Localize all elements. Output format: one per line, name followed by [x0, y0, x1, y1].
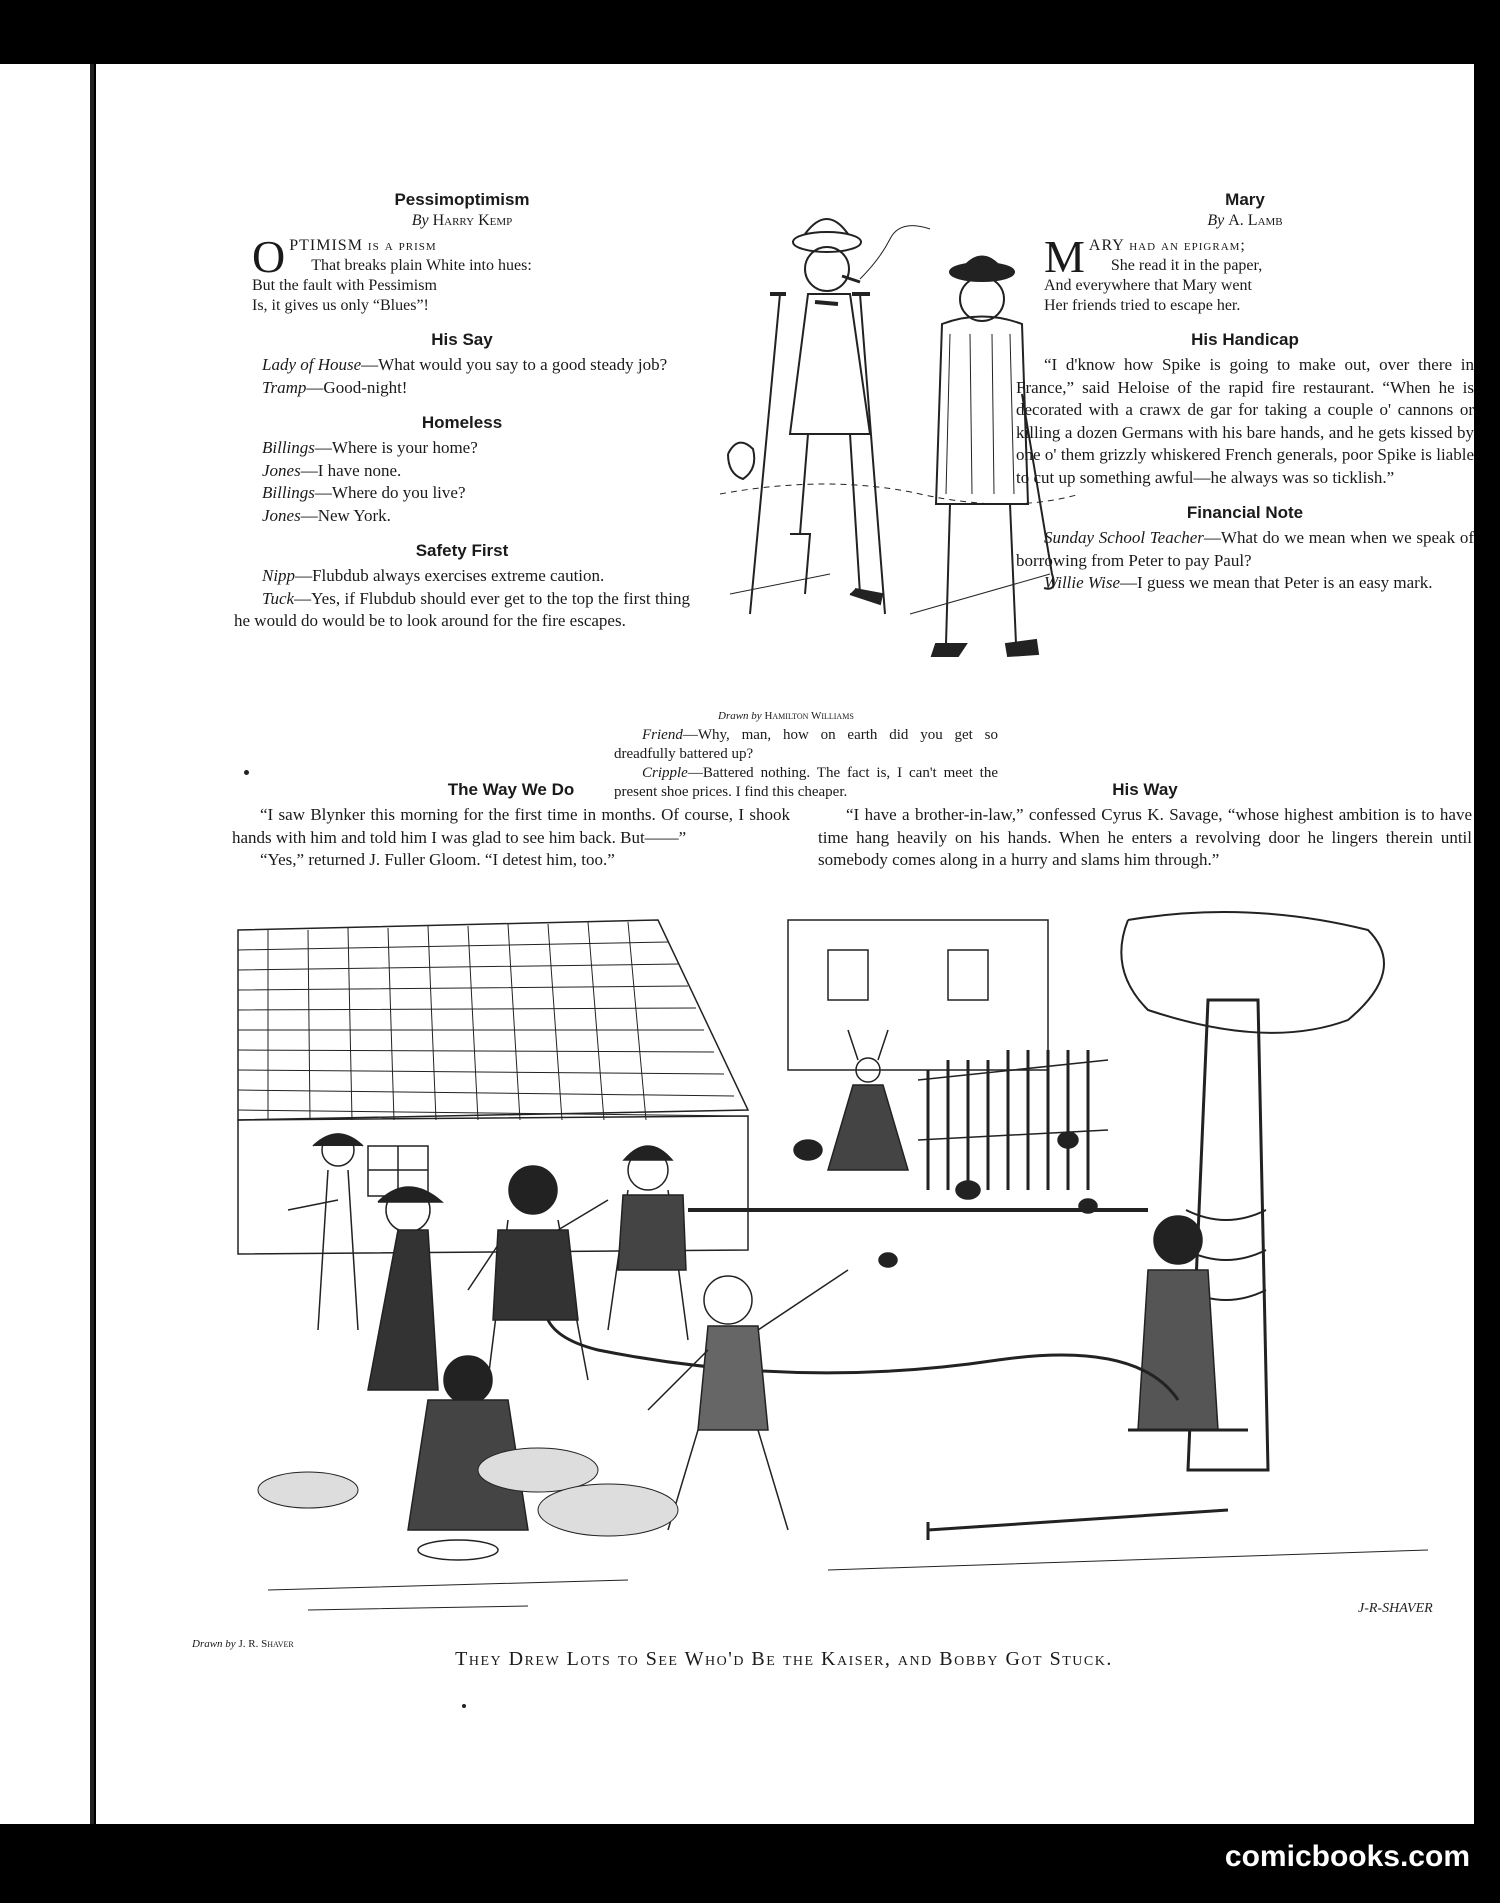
dialogue-line: Jones—I have none. [262, 460, 402, 480]
article-title: Homeless [421, 413, 503, 432]
page-mark [244, 770, 249, 775]
article-title: The Way We Do [447, 780, 575, 799]
dialogue-line: Jones—New York. [262, 505, 391, 525]
dialogue-line: Billings—Where do you live? [262, 483, 466, 502]
dialogue-line: Friend—Why, man, how on earth did you get so dreadfully battered up? [614, 727, 998, 762]
drop-cap: O [252, 231, 286, 282]
previous-page-edge [0, 64, 94, 1824]
dialogue-line: Tramp—Good-night! [262, 377, 408, 397]
article-pessimoptimism [234, 190, 690, 316]
article-title: Pessimoptimism [394, 190, 530, 209]
article-financial-note [1016, 503, 1474, 595]
article-mary [1016, 190, 1474, 316]
author: Harry Kemp [432, 212, 513, 229]
article-title: Financial Note [1186, 503, 1304, 522]
article-title: Mary [1225, 190, 1265, 209]
article-paragraph: “I have a brother-in-law,” confessed Cyrus K. Savage, “whose highest ambition is to have time hang heavily on his hands. When he enters a revolving door he lingers therein until somebody comes along in a hurry and slams him through.” [818, 805, 1472, 869]
poem [1016, 231, 1474, 316]
drop-cap: M [1044, 231, 1085, 282]
verse-line: She read it in the paper, [1110, 257, 1263, 274]
article-paragraph: “I saw Blynker this morning for the first time in months. Of course, I shook hands with him and told him I was glad to see him back. But——” [232, 805, 790, 847]
article-title: His Say [431, 330, 493, 349]
article-homeless [234, 413, 690, 527]
verse-line: But the fault with Pessimism [252, 277, 437, 294]
kaiser-game-illustration [228, 910, 1474, 1630]
dialogue-line: Lady of House—What would you say to a good steady job? [262, 355, 668, 374]
page-mark [462, 1704, 466, 1708]
dialogue-line: Cripple—Battered nothing. The fact is, I can't meet the present shoe prices. I find this cheaper. [614, 765, 998, 800]
article-body: “I d'know how Spike is going to make out, over there in France,” said Heloise of the rapid fire restaurant. “When he is decorated with a crawx de gar for taking a couple o' cannons or killing a dozen Germans with his bare hands, and he gets kissed by one o' them grizzly whiskered French generals, poor Spike is liable to cut up something awful—he always was so ticklish.” [1016, 355, 1474, 487]
verse-line: ARY had an epigram; [1088, 237, 1246, 254]
verse-line: Her friends tried to escape her. [1044, 297, 1241, 314]
article-paragraph: “Yes,” returned J. Fuller Gloom. “I detest him, too.” [260, 850, 615, 869]
article-title: His Handicap [1191, 330, 1299, 349]
article-safety-first [234, 541, 690, 633]
magazine-page [96, 64, 1474, 1824]
right-column [1016, 190, 1474, 595]
illustration-credit: Drawn by Hamilton Williams [718, 710, 854, 722]
article-title: Safety First [415, 541, 509, 560]
dialogue-line: Willie Wise—I guess we mean that Peter is an easy mark. [1044, 573, 1433, 592]
poem [234, 231, 690, 316]
dialogue-line: Nipp—Flubdub always exercises extreme caution. [262, 566, 605, 585]
byline [234, 212, 690, 230]
dialogue-line: Billings—Where is your home? [262, 438, 478, 457]
bottom-cartoon [228, 910, 1474, 1630]
byline-prefix: By [411, 212, 429, 229]
site-watermark: comicbooks.com [1224, 1840, 1470, 1873]
article-his-say [234, 330, 690, 399]
verse-line: That breaks plain White into hues: [311, 257, 532, 274]
verse-line: PTIMISM is a prism [289, 237, 437, 254]
byline: By A. Lamb [1207, 212, 1283, 229]
left-column [234, 190, 690, 633]
illustration-credit: Drawn by J. R. Shaver [192, 1638, 294, 1650]
dialogue-line: Tuck—Yes, if Flubdub should ever get to the top the first thing he would do would be to look around for the fire escapes. [234, 588, 690, 630]
artist-signature: J-R-SHAVER [1358, 1601, 1433, 1616]
cartoon-caption: They Drew Lots to See Who'd Be the Kaiser, and Bobby Got Stuck. [455, 1648, 1113, 1670]
article-title: His Way [1112, 780, 1178, 799]
article-his-way [818, 780, 1472, 872]
verse-line: Is, it gives us only “Blues”! [252, 297, 429, 314]
article-the-way-we-do [232, 780, 790, 872]
article-his-handicap [1016, 330, 1474, 489]
dialogue-line: Sunday School Teacher—What do we mean when we speak of borrowing from Peter to pay Paul? [1016, 528, 1474, 570]
verse-line: And everywhere that Mary went [1044, 277, 1252, 294]
